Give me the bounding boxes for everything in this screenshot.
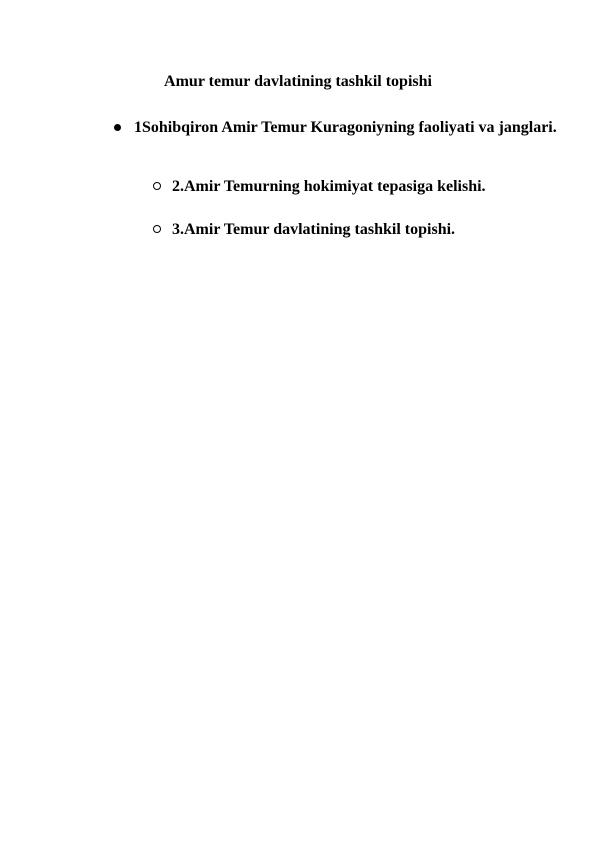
bullet-disc-icon [114,124,121,131]
page-title: Amur temur davlatining tashkil topishi [164,73,432,90]
list-item: 1Sohibqiron Amir Temur Kuragoniyning faoliyati va janglari. [134,119,557,136]
bullet-circle-icon [153,225,161,233]
list-item: 2.Amir Temurning hokimiyat tepasiga kelishi. [172,178,486,195]
bullet-circle-icon [153,182,161,190]
list-item: 3.Amir Temur davlatining tashkil topishi. [172,221,456,238]
